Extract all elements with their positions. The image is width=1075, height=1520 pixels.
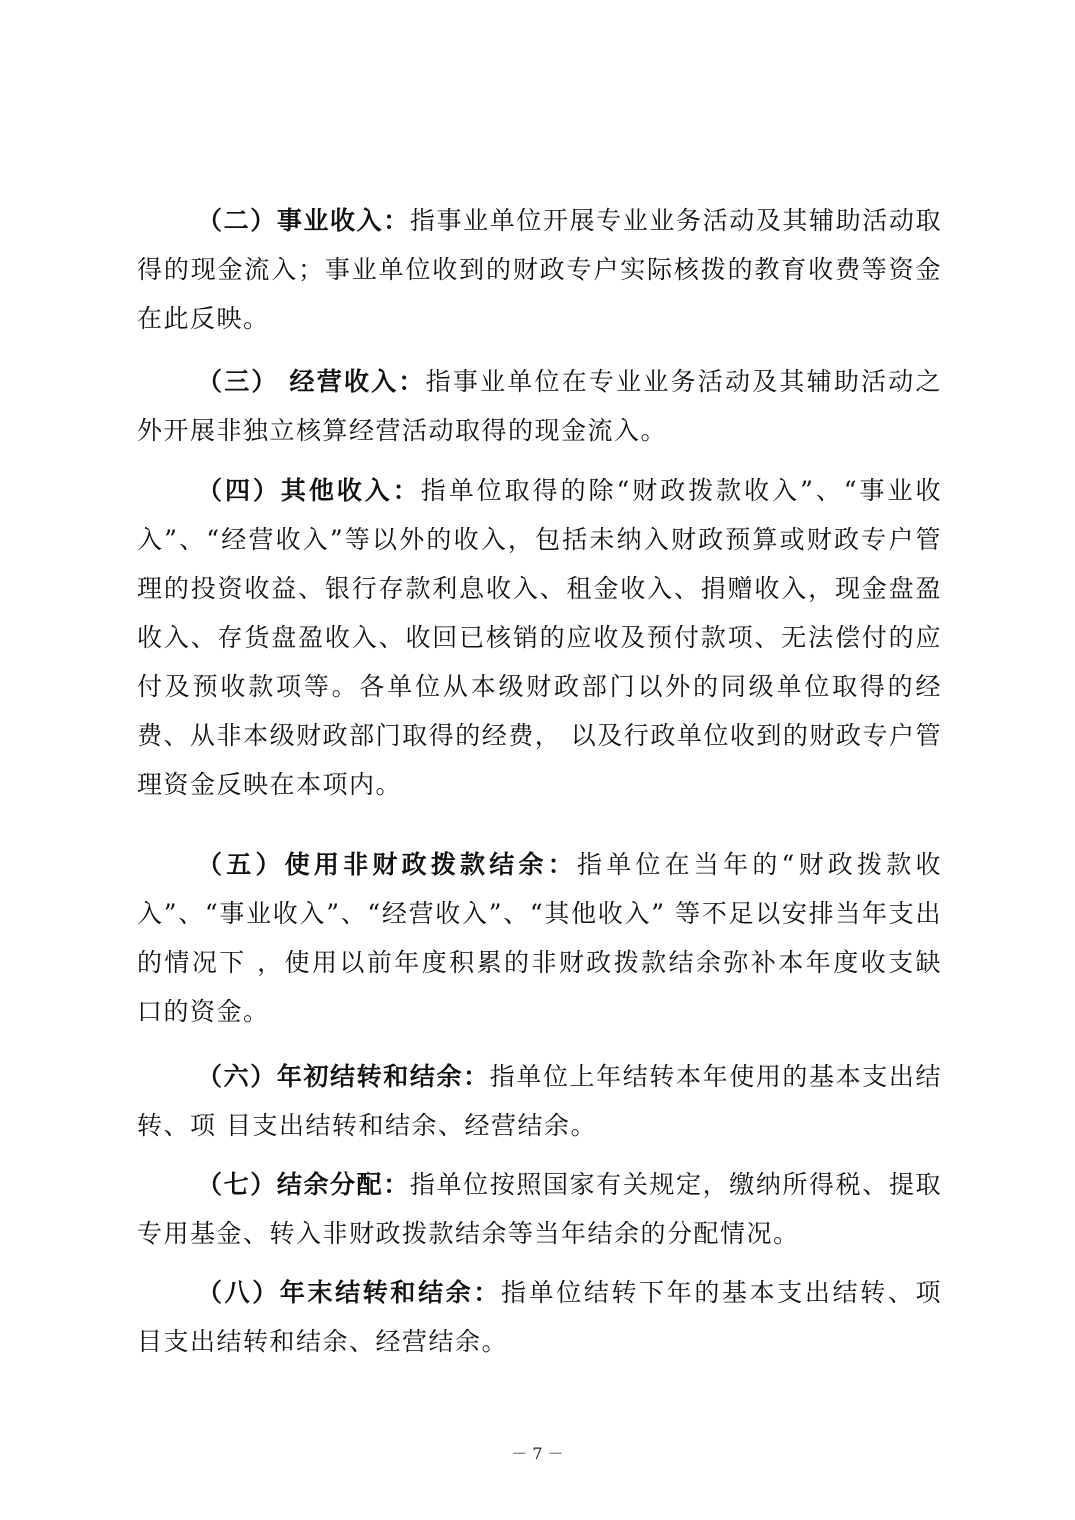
paragraph-body: 指单位按照国家有关规定，缴纳所得税、提取专用基金、转入非财政拨款结余等当年结余的分配情况。 <box>137 1170 942 1248</box>
paragraph-body: 指单位上年结转本年使用的基本支出结转、项 目支出结转和结余、经营结余。 <box>137 1062 942 1140</box>
paragraph-body: 指单位结转下年的基本支出结转、项 目支出结转和结余、经营结余。 <box>137 1278 942 1356</box>
paragraph-body: 指单位取得的除“财政拨款收入”、“事业收入”、“经营收入”等以外的收入，包括未纳入财政预算或财政专户管理的投资收益、银行存款利息收入、租金收入、捐赠收入，现金盘盈收入、存货盘盈收入、收回已核销的应收及预付款项、无法偿付的应付及预收款项等。各单位从本级财政部门以外的同级单位取得的经费、从非本级财政部门取得的经费， 以及行政单位收到的财政专户管理资金反映在本项内。 <box>137 476 942 799</box>
paragraph-heading: （三） 经营收入： <box>197 367 426 396</box>
paragraph-heading: （二）事业收入： <box>197 206 410 235</box>
paragraph-closing-carryover <box>137 1268 942 1366</box>
paragraph-operating-income <box>137 357 942 455</box>
paragraph-business-income <box>137 196 942 343</box>
paragraph-body: 指单位在当年的“财政拨款收入”、“事业收入”、“经营收入”、“其他收入” 等不足以安排当年支出的情况下 ，使用以前年度积累的非财政拨款结余弥补本年度收支缺 口的资金。 <box>137 850 942 1026</box>
paragraph-other-income <box>137 466 942 809</box>
paragraph-heading: （六）年初结转和结余： <box>197 1062 490 1091</box>
page-number: － 7 － <box>511 1444 564 1463</box>
paragraph-surplus-distribution <box>137 1160 942 1258</box>
paragraph-opening-carryover <box>137 1052 942 1150</box>
paragraph-heading: （八）年末结转和结余： <box>197 1278 501 1307</box>
paragraph-body: 指事业单位在专业业务活动及其辅助活动之外开展非独立核算经营活动取得的现金流入。 <box>137 367 942 445</box>
paragraph-body: 指事业单位开展专业业务活动及其辅助活动取得的现金流入；事业单位收到的财政专户实际核拨的教育收费等资金在此反映。 <box>137 206 942 333</box>
paragraph-heading: （五）使用非财政拨款结余： <box>197 850 577 879</box>
paragraph-heading: （七）结余分配： <box>197 1170 410 1199</box>
paragraph-heading: （四）其他收入： <box>197 476 421 505</box>
paragraph-non-fiscal-surplus-use <box>137 840 942 1036</box>
